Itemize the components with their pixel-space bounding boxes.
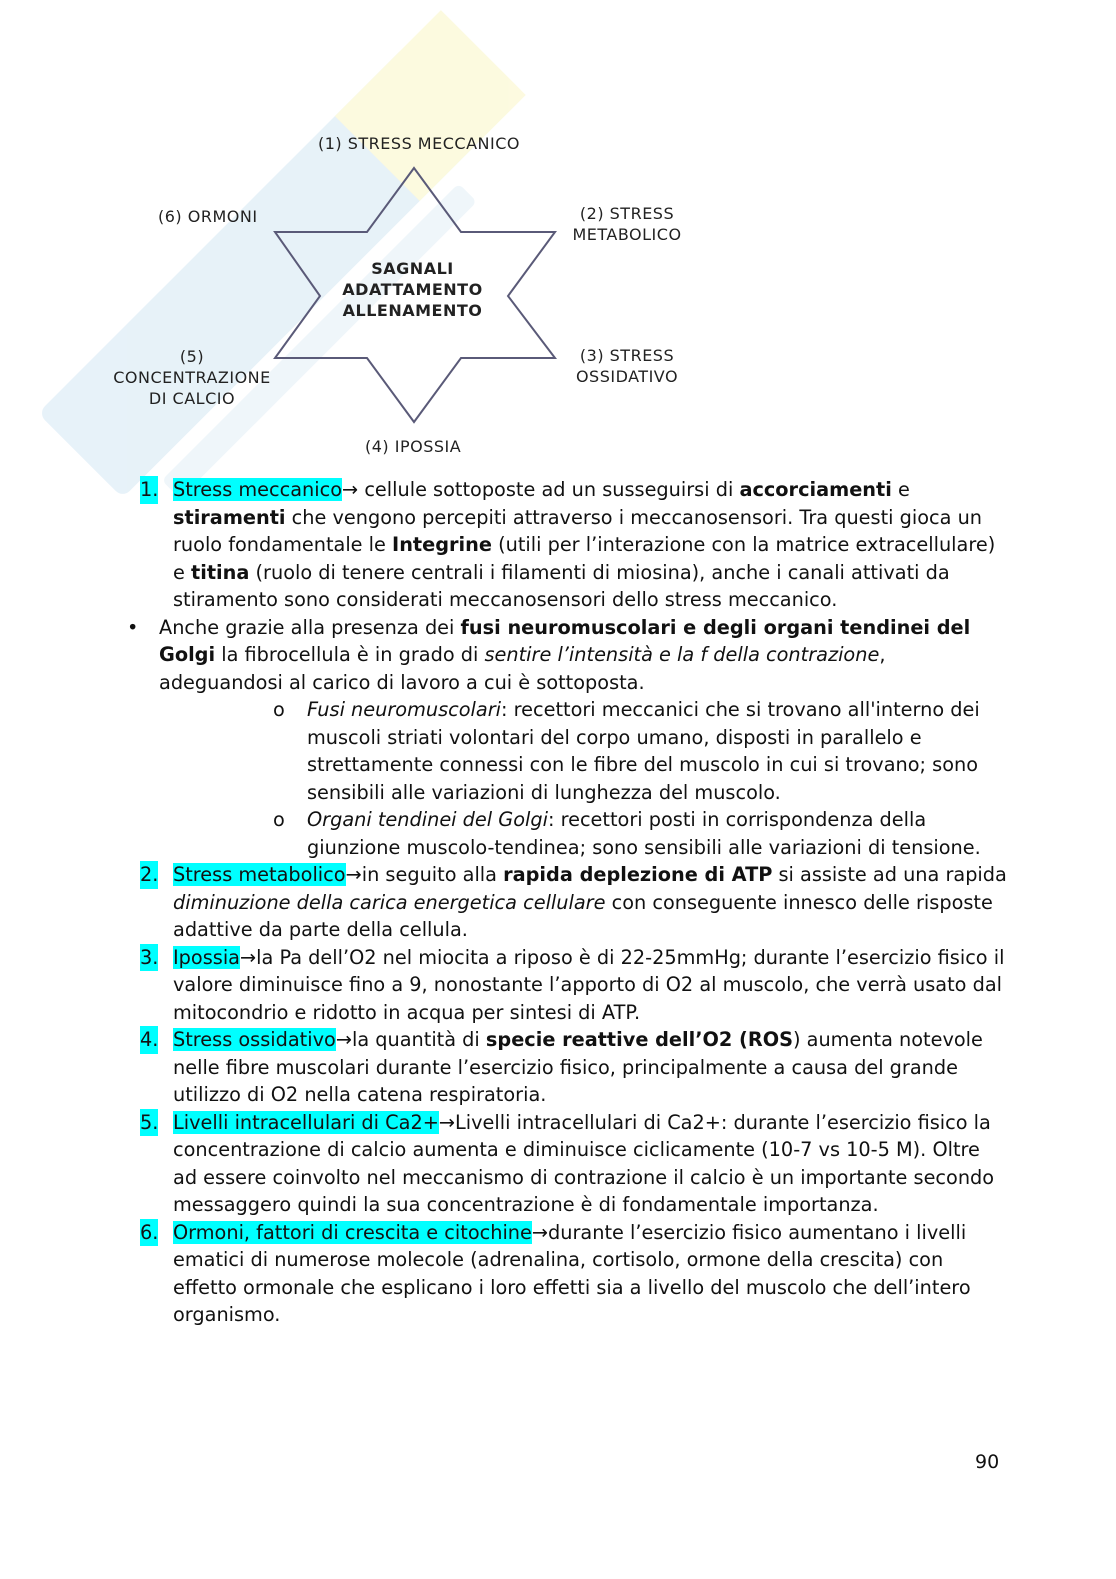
- list-item: [140, 1219, 1010, 1329]
- sub-item: [140, 696, 1010, 806]
- label-line: OSSIDATIVO: [575, 367, 679, 386]
- item-number: 4.: [140, 1026, 158, 1054]
- label-ipossia: (4) IPOSSIA: [365, 437, 462, 456]
- label-stress-meccanico: (1) STRESS MECCANICO: [318, 134, 520, 153]
- label-line: METABOLICO: [572, 225, 682, 244]
- label-stress-ossidativo: [557, 345, 697, 387]
- sub-item: [140, 806, 1010, 861]
- bullet-item: [127, 614, 1010, 697]
- arrow-icon: →: [335, 1028, 352, 1051]
- label-line: ALLENAMENTO: [342, 301, 483, 320]
- text: che vengono percepiti attraverso i meccanosensori. Tra questi gioca un ruolo fondamentale le: [173, 505, 983, 556]
- text: , adeguandosi al carico di lavoro a cui è sottoposta.: [159, 643, 886, 694]
- label-stress-metabolico: [557, 203, 697, 245]
- label-line: ADATTAMENTO: [342, 280, 483, 299]
- text: la Pa dell’O2 nel miocita a riposo è di 22-25mmHg; durante l’esercizio fisico il valore diminuisce fino a 9, nonostante l’apporto di O2 al muscolo, che verrà usato dal mitocondrio e ridotto in acqua per sintesi di ATP.: [173, 945, 1005, 1024]
- list-item: [140, 1109, 1010, 1219]
- item-number: 2.: [140, 861, 158, 889]
- arrow-icon: →: [342, 478, 359, 501]
- list-item: [140, 476, 1010, 614]
- text: (utili per l’interazione con la matrice extracellulare) e: [173, 533, 996, 584]
- text: e: [891, 478, 910, 501]
- label-line: (5): [179, 347, 205, 366]
- bold-text: accorciamenti: [739, 478, 892, 501]
- bold-text: stiramenti: [173, 505, 286, 529]
- arrow-icon: →: [345, 863, 362, 886]
- italic-text: diminuzione della carica energetica cellulare: [173, 890, 606, 914]
- sub-bullet-icon: o: [273, 808, 285, 831]
- text: cellule sottoposte ad un susseguirsi di: [358, 478, 740, 501]
- label-calcio: [100, 346, 284, 409]
- bold-text: titina: [191, 560, 250, 584]
- item-title: Stress meccanico: [173, 478, 343, 501]
- text: durante l’esercizio fisico aumentano i livelli ematici di numerose molecole (adrenalina, cortisolo, ormone della crescita) con effetto ormonale che esplicano i loro effetti sia a livello del muscolo che dell’intero organismo.: [173, 1220, 971, 1326]
- label-line: (2) STRESS: [579, 204, 675, 223]
- label-ormoni: (6) ORMONI: [158, 207, 258, 226]
- label-line: (3) STRESS: [579, 346, 675, 365]
- diagram-center: [330, 258, 495, 321]
- italic-text: sentire l’intensità e la f della contrazione: [484, 643, 880, 666]
- text: con conseguente innesco delle risposte adattive da parte della cellula.: [173, 890, 993, 941]
- list-item: [140, 944, 1010, 1027]
- italic-text: Organi tendinei del Golgi: [307, 808, 548, 831]
- bold-text: specie reattive dell’O2 (ROS: [485, 1028, 793, 1051]
- item-title: Stress metabolico: [173, 863, 346, 886]
- item-number: 1.: [140, 476, 158, 504]
- text: : recettori posti in corrispondenza della giunzione muscolo-tendinea; sono sensibili alle variazioni di tensione.: [307, 808, 981, 859]
- item-title: Stress ossidativo: [173, 1028, 336, 1051]
- list-item: [140, 1026, 1010, 1109]
- label-line: CONCENTRAZIONE: [113, 368, 271, 387]
- bold-text: Integrine: [392, 533, 492, 556]
- body-text: [127, 476, 1010, 1329]
- italic-text: Fusi neuromuscolari: [307, 698, 501, 721]
- item-title: Ipossia: [173, 945, 240, 969]
- bullet-icon: •: [127, 615, 139, 639]
- text: la fibrocellula è in grado di: [215, 643, 485, 666]
- bold-text: fusi neuromuscolari e degli organi tendinei del Golgi: [159, 615, 971, 666]
- arrow-icon: →: [240, 945, 257, 969]
- text: Livelli intracellulari di Ca2+: durante l’esercizio fisico la concentrazione di calcio aumenta e diminuisce ciclicamente (10-7 vs 10-5 M). Oltre ad essere coinvolto nel meccanismo di contrazione il calcio è un importante secondo messaggero quindi la sua concentrazione è di fondamentale importanza.: [173, 1110, 995, 1216]
- page-number: 90: [975, 1451, 1000, 1473]
- item-title: Ormoni, fattori di crescita e citochine: [173, 1220, 532, 1244]
- text: ) aumenta notevole nelle fibre muscolari durante l’esercizio fisico, principalmente a causa del grande utilizzo di O2 nella catena respiratoria.: [173, 1028, 983, 1106]
- text: (ruolo di tenere centrali i filamenti di miosina), anche i canali attivati da stiramento sono considerati meccanosensori dello stress meccanico.: [173, 560, 950, 611]
- item-number: 3.: [140, 944, 158, 972]
- text: Anche grazie alla presenza dei: [159, 615, 461, 639]
- arrow-icon: →: [438, 1110, 456, 1134]
- label-line: SAGNALI: [371, 259, 454, 278]
- bold-text: rapida deplezione di ATP: [503, 863, 773, 886]
- text: in seguito alla: [361, 863, 504, 886]
- arrow-icon: →: [531, 1220, 549, 1244]
- label-line: DI CALCIO: [148, 389, 236, 408]
- item-title: Livelli intracellulari di Ca2+: [173, 1110, 439, 1134]
- item-number: 5.: [140, 1109, 158, 1137]
- text: : recettori meccanici che si trovano all'interno dei muscoli striati volontari del corpo umano, disposti in parallelo e strettamente connessi con le fibre del muscolo in cui si trovano; sono sensibili alle variazioni di lunghezza del muscolo.: [307, 698, 980, 804]
- text: la quantità di: [351, 1028, 486, 1051]
- item-number: 6.: [140, 1219, 158, 1247]
- list-item: [140, 861, 1010, 944]
- text: si assiste ad una rapida: [772, 863, 1007, 886]
- sub-bullet-icon: o: [273, 698, 285, 721]
